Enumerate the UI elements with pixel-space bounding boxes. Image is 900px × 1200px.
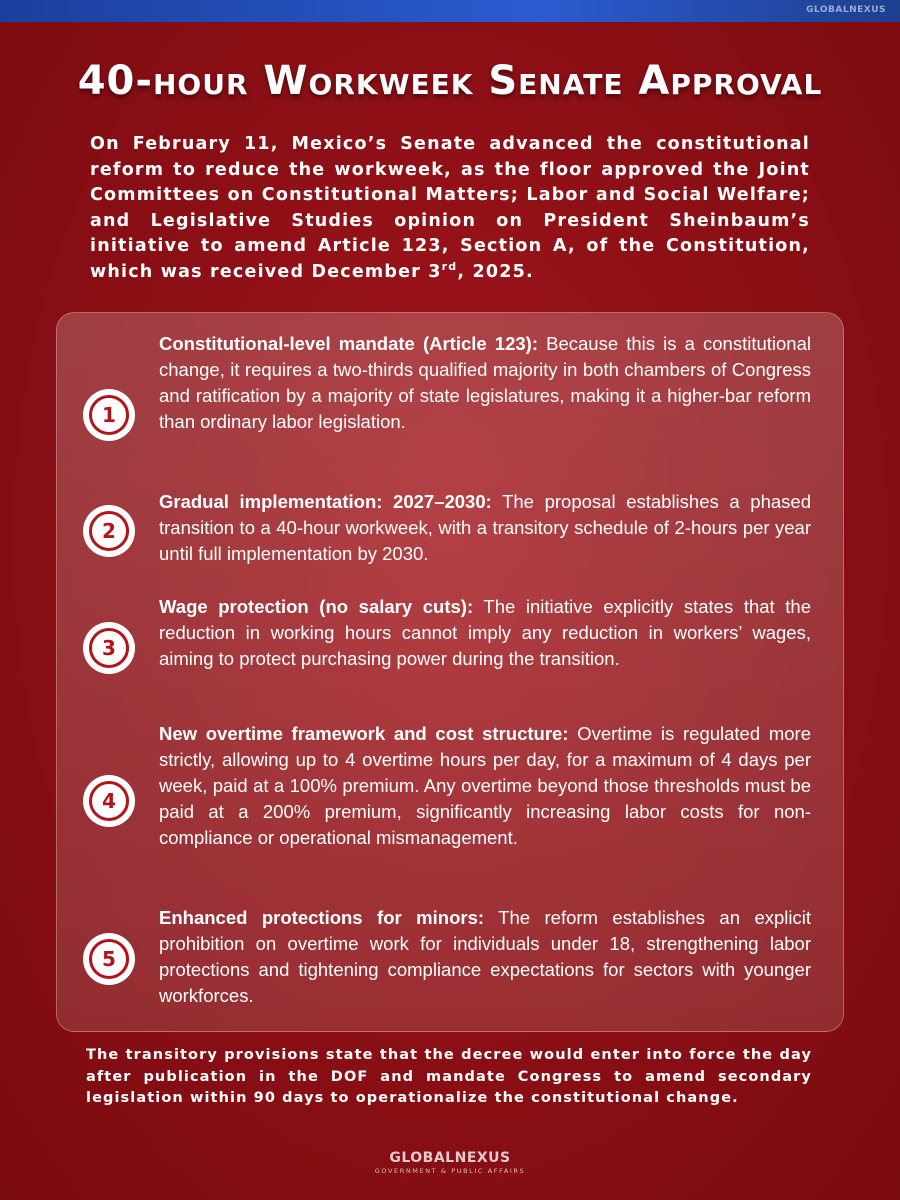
intro-text: On February 11, Mexico’s Senate advanced the constitutional reform to reduce the workweek, as the floor approved the Joint Committees on Constitutional Matters; Labor and Social Welfare; and Legislative Studies opinion on President Sheinbaum’s initiative to amend Article 123, Section A, of the Constitution, which was received December 3 — [90, 134, 810, 282]
key-point-2-body: The proposal establishes a phased transition to a 40-hour workweek, with a transitory schedule of 2-hours per year until full implementation by 2030. — [159, 491, 811, 564]
number-badge-icon — [83, 389, 135, 441]
key-point-1-heading: Constitutional-level mandate (Article 123): — [159, 333, 538, 354]
top-brand-logo: GLOBALNEXUS — [806, 5, 886, 15]
number-badge-3: 3 — [89, 628, 129, 668]
brand-name: GLOBALNEXUS — [389, 1150, 511, 1166]
intro-text-end: , 2025. — [457, 261, 534, 282]
brand-tagline: GOVERNMENT & PUBLIC AFFAIRS — [374, 1167, 526, 1175]
number-badge-icon — [83, 505, 135, 557]
brand-logo — [0, 1150, 900, 1175]
number-badge-5: 5 — [89, 939, 129, 979]
key-point-1-body: Because this is a constitutional change, it requires a two-thirds qualified majority in both chambers of Congress and ratification by a majority of state legislatures, making it a higher-bar reform than ordinary labor legislation. — [159, 333, 811, 432]
key-point-5-heading: Enhanced protections for minors: — [159, 907, 485, 928]
number-badge-icon — [83, 775, 135, 827]
number-badge-4: 4 — [89, 781, 129, 821]
number-badge-icon — [83, 622, 135, 674]
intro-ordinal-suffix: rd — [441, 259, 458, 273]
key-point-1-text — [159, 331, 811, 435]
top-bar — [0, 0, 900, 22]
key-point-4-text — [159, 721, 811, 851]
page-title: 40-hour Workweek Senate Approval — [77, 58, 823, 104]
key-point-3-body: The initiative explicitly states that the reduction in working hours cannot imply any reduction in workers’ wages, aiming to protect purchasing power during the transition. — [159, 596, 811, 669]
key-point-4-heading: New overtime framework and cost structure: — [159, 723, 569, 744]
key-point-5-body: The reform establishes an explicit prohibition on overtime work for individuals under 18, strengthening labor protections and tightening compliance expectations for sectors with younger workforces. — [159, 907, 812, 1006]
key-point-4-body: Overtime is regulated more strictly, allowing up to 4 overtime hours per day, for a maximum of 4 days per week, paid at a 100% premium. Any overtime beyond those thresholds must be paid at a 200% premium, significantly increasing labor costs for non-compliance or operational mismanagement. — [159, 723, 811, 848]
number-badge-2: 2 — [89, 511, 129, 551]
key-point-2-text — [159, 489, 811, 567]
key-points-card — [56, 312, 844, 1032]
footer-note: The transitory provisions state that the decree would enter into force the day after publication in the DOF and mandate Congress to amend secondary legislation within 90 days to operationalize the constitutional change. — [86, 1047, 812, 1106]
key-point-5-text — [159, 905, 811, 1009]
intro-paragraph — [90, 132, 810, 285]
key-point-3-heading: Wage protection (no salary cuts): — [159, 596, 474, 617]
number-badge-1: 1 — [89, 395, 129, 435]
key-point-3-text — [159, 594, 811, 672]
number-badge-icon — [83, 933, 135, 985]
key-point-2-heading: Gradual implementation: 2027–2030: — [159, 491, 492, 512]
